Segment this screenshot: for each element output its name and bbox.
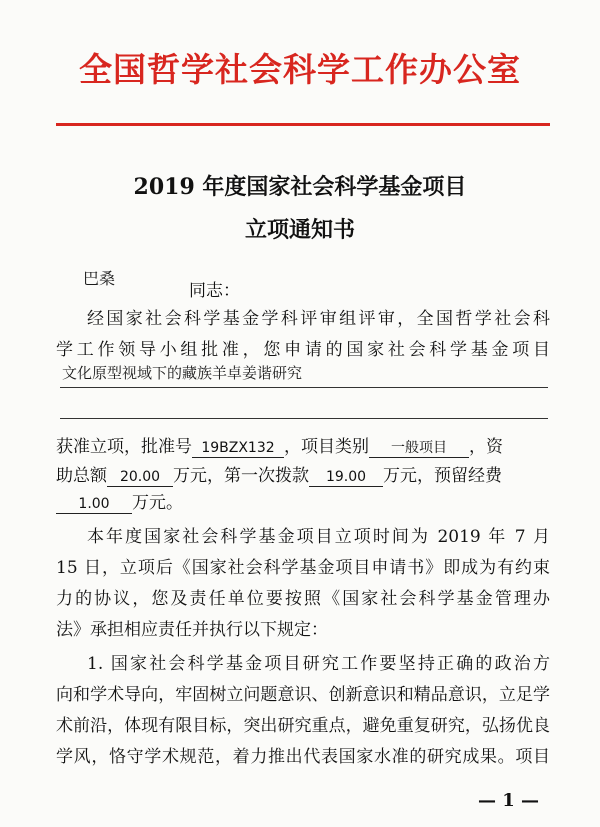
para2-line-3: 力的协议，您及责任单位要按照《国家社会科学基金管理办 xyxy=(56,589,550,609)
reserve-funds: 1.00 xyxy=(56,495,132,514)
project-name: 文化原型视域下的藏族羊卓姜谐研究 xyxy=(62,364,303,382)
document-title-line1: 2019 年度国家社会科学基金项目 xyxy=(133,174,467,200)
header-red-rule xyxy=(56,123,550,126)
approval-line-1: 获准立项，批准号 19BZX132 ，项目类别 一般项目 ，资 xyxy=(56,437,503,457)
issuer-heading: 全国哲学社会科学工作办公室 xyxy=(79,50,521,89)
para3-line-3: 术前沿，体现有限目标，突出研究重点，避免重复研究，弘扬优良 xyxy=(56,716,550,736)
para3-line-1: 1. 国家社会科学基金项目研究工作要坚持正确的政治方 xyxy=(87,654,550,674)
first-allocation: 19.00 xyxy=(309,468,383,487)
project-category: 一般项目 xyxy=(369,439,469,458)
para3-line-4: 学风，恪守学术规范，着力推出代表国家水准的研究成果。项目 xyxy=(56,747,550,767)
intro-line-2: 学工作领导小组批准，您申请的国家社会科学基金项目 xyxy=(56,340,550,360)
document-title-line2: 立项通知书 xyxy=(244,217,355,243)
salutation: 同志： xyxy=(189,281,240,301)
para3-line-2: 向和学术导向，牢固树立问题意识、创新意识和精品意识，立足学 xyxy=(56,685,550,705)
approval-line-2: 助总额 20.00 万元，第一次拨款 19.00 万元，预留经费 xyxy=(56,466,502,486)
para2-line-1: 本年度国家社会科学基金项目立项时间为 2019 年 7 月 xyxy=(87,527,550,547)
recipient-name: 巴桑 xyxy=(83,269,116,288)
approval-number: 19BZX132 xyxy=(192,439,284,458)
project-name-underline xyxy=(60,387,548,388)
blank-underline xyxy=(60,418,548,419)
page-number: — 1 — xyxy=(478,790,540,811)
para2-line-2: 15 日，立项后《国家社会科学基金项目申请书》即成为有约束 xyxy=(56,558,550,578)
approval-line-3: 1.00 万元。 xyxy=(56,488,183,514)
intro-line-1: 经国家社会科学基金学科评审组评审，全国哲学社会科 xyxy=(87,309,550,329)
total-amount: 20.00 xyxy=(107,468,173,487)
para2-line-4: 法》承担相应责任并执行以下规定： xyxy=(56,620,328,640)
